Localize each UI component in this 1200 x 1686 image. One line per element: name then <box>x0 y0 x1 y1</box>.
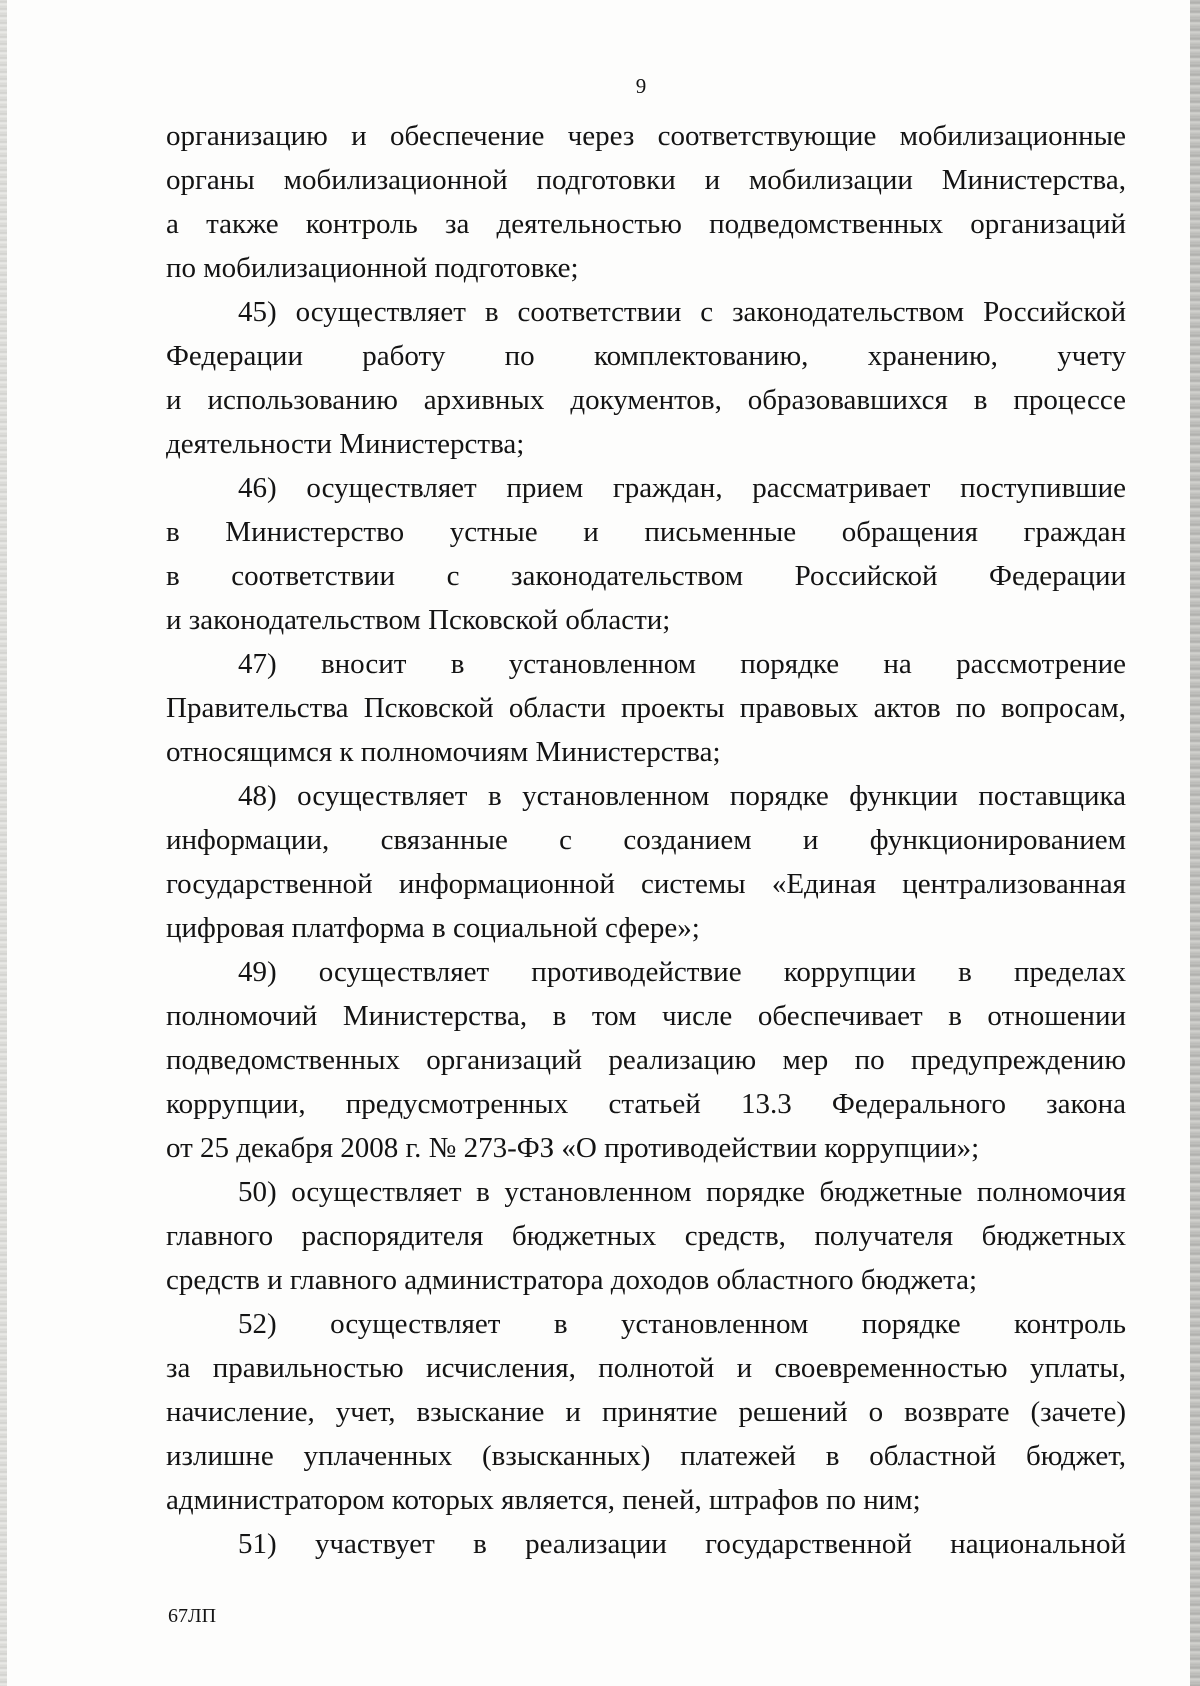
text-line: относящимся к полномочиям Министерства; <box>166 736 721 768</box>
paragraph-first-line: 47) вносит в установленном порядке на рассмотрение <box>238 648 1126 680</box>
paragraph-first-line: 50) осуществляет в установленном порядке бюджетные полномочия <box>238 1176 1126 1208</box>
document-body <box>166 114 1126 1566</box>
text-line: подведомственных организаций реализацию мер по предупреждению <box>166 1044 1126 1076</box>
text-line: организацию и обеспечение через соответствующие мобилизационные <box>166 120 1126 152</box>
paragraph-first-line: 52) осуществляет в установленном порядке контроль <box>238 1308 1126 1340</box>
paragraph-first-line: 45) осуществляет в соответствии с законодательством Российской <box>238 296 1126 328</box>
text-line: информации, связанные с созданием и функционированием <box>166 824 1126 856</box>
scan-edge-right <box>1190 0 1200 1686</box>
text-line: цифровая платформа в социальной сфере»; <box>166 912 700 944</box>
paragraph-first-line: 49) осуществляет противодействие коррупции в пределах <box>238 956 1126 988</box>
text-line: от 25 декабря 2008 г. № 273-ФЗ «О противодействии коррупции»; <box>166 1132 980 1164</box>
text-line: за правильностью исчисления, полнотой и своевременностью уплаты, <box>166 1352 1126 1384</box>
text-line: излишне уплаченных (взысканных) платежей в областной бюджет, <box>166 1440 1126 1472</box>
text-line: полномочий Министерства, в том числе обеспечивает в отношении <box>166 1000 1126 1032</box>
text-line: а также контроль за деятельностью подведомственных организаций <box>166 208 1126 240</box>
text-line: в Министерство устные и письменные обращения граждан <box>166 516 1126 548</box>
text-line: средств и главного администратора доходов областного бюджета; <box>166 1264 978 1296</box>
paragraph-first-line: 51) участвует в реализации государственной национальной <box>238 1528 1126 1560</box>
text-line: Федерации работу по комплектованию, хранению, учету <box>166 340 1126 372</box>
scan-edge-left <box>0 0 7 1686</box>
text-line: начисление, учет, взыскание и принятие решений о возврате (зачете) <box>166 1396 1126 1428</box>
footer-document-code: 67ЛП <box>168 1605 217 1627</box>
text-line: администратором которых является, пеней, штрафов по ним; <box>166 1484 921 1516</box>
page-number: 9 <box>635 74 647 98</box>
text-line: Правительства Псковской области проекты правовых актов по вопросам, <box>166 692 1126 724</box>
text-line: главного распорядителя бюджетных средств, получателя бюджетных <box>166 1220 1126 1252</box>
paragraph-first-line: 46) осуществляет прием граждан, рассматривает поступившие <box>238 472 1126 504</box>
text-line: и законодательством Псковской области; <box>166 604 671 636</box>
text-line: и использованию архивных документов, образовавшихся в процессе <box>166 384 1126 416</box>
text-line: по мобилизационной подготовке; <box>166 252 579 284</box>
text-line: деятельности Министерства; <box>166 428 525 460</box>
text-line: в соответствии с законодательством Российской Федерации <box>166 560 1126 592</box>
text-line: органы мобилизационной подготовки и мобилизации Министерства, <box>166 164 1126 196</box>
text-line: государственной информационной системы «Единая централизованная <box>166 868 1126 900</box>
paragraph-first-line: 48) осуществляет в установленном порядке функции поставщика <box>238 780 1126 812</box>
text-line: коррупции, предусмотренных статьей 13.3 Федерального закона <box>166 1088 1126 1120</box>
